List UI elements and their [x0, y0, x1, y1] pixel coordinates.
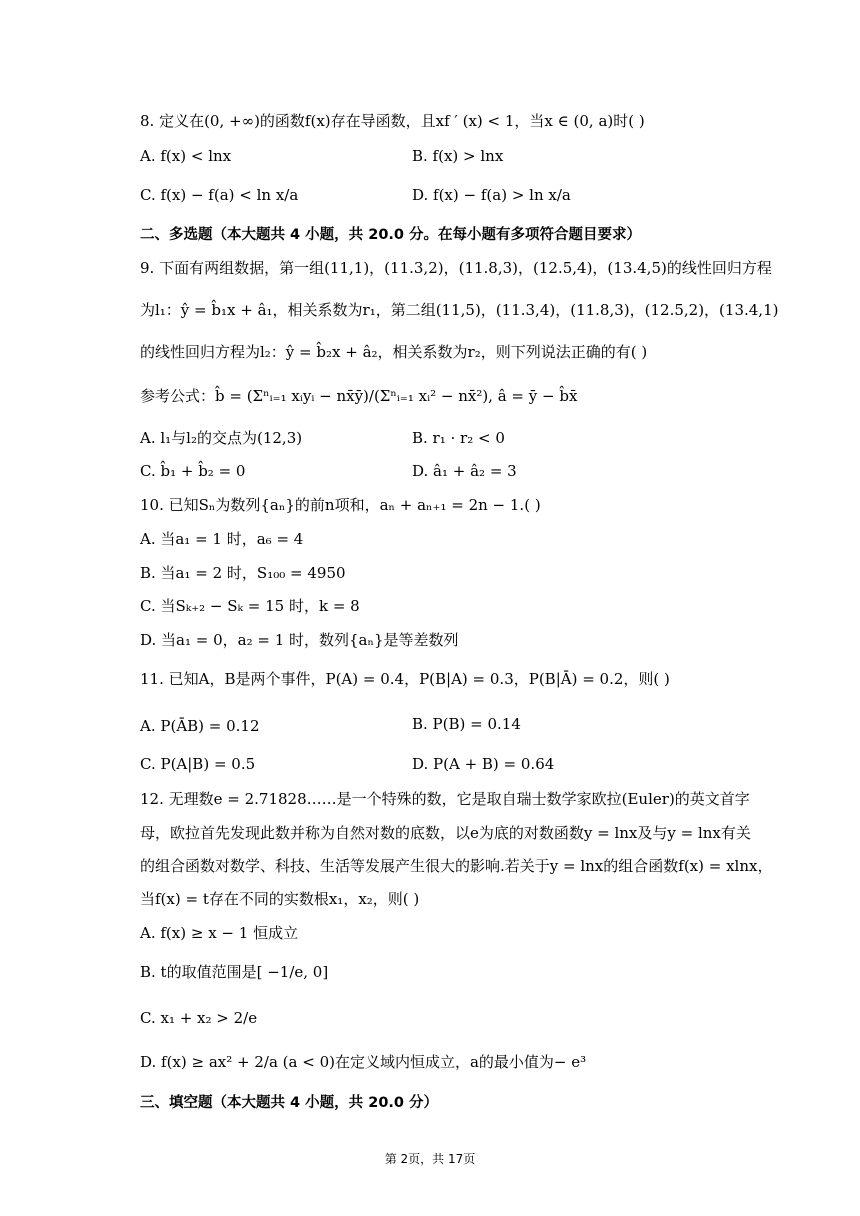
q8-option-b: B. f(x) > lnx	[412, 147, 504, 165]
q9-line-1: 9. 下面有两组数据，第一组(11,1)，(11.3,2)，(11.8,3)，(12.5,4)，(13.4,5)的线性回归方程	[140, 259, 772, 277]
q12-option-a: A. f(x) ≥ x − 1 恒成立	[140, 924, 299, 942]
q10-option-d: D. 当a₁ = 0，a₂ = 1 时，数列{aₙ}是等差数列	[140, 631, 459, 649]
q12-line-2: 母，欧拉首先发现此数并称为自然对数的底数，以e为底的对数函数y = lnx及与y = lnx有关	[140, 824, 751, 842]
q9-line-2: 为l₁：ŷ = b̂₁x + â₁，相关系数为r₁，第二组(11,5)，(11.3,4)，(11.8,3)，(12.5,2)，(13.4,1)	[140, 301, 779, 319]
q12-option-c: C. x₁ + x₂ > 2/e	[140, 1009, 258, 1027]
q10-stem: 10. 已知Sₙ为数列{aₙ}的前n项和，aₙ + aₙ₊₁ = 2n − 1.( )	[140, 496, 541, 514]
q8-option-c: C. f(x) − f(a) < ln x/a	[140, 186, 299, 204]
q11-option-c: C. P(A|B) = 0.5	[140, 755, 256, 773]
q9-option-b: B. r₁ · r₂ < 0	[412, 429, 505, 447]
q12-line-1: 12. 无理数e = 2.71828……是一个特殊的数，它是取自瑞士数学家欧拉(Euler)的英文首字	[140, 790, 750, 808]
section-fill-in-heading: 三、填空题（本大题共 4 小题，共 20.0 分）	[140, 1095, 439, 1111]
q9-formula: 参考公式：b̂ = (Σⁿᵢ₌₁ xᵢyᵢ − nx̄ȳ)/(Σⁿᵢ₌₁ xᵢ² − nx̄²), â = ȳ − b̂x̄	[140, 387, 578, 405]
q11-option-b: B. P(B) = 0.14	[412, 715, 521, 733]
q10-option-b: B. 当a₁ = 2 时，S₁₀₀ = 4950	[140, 564, 346, 582]
q11-option-d: D. P(A + B) = 0.64	[412, 755, 555, 773]
q11-option-a: A. P(ĀB) = 0.12	[140, 717, 260, 735]
page-number-footer: 第 2页，共 17页	[384, 1152, 476, 1166]
q8-stem: 8. 定义在(0, +∞)的函数f(x)存在导函数，且xf ′ (x) < 1，当x ∈ (0, a)时( )	[140, 112, 645, 130]
q8-option-a: A. f(x) < lnx	[140, 147, 232, 165]
q8-option-d: D. f(x) − f(a) > ln x/a	[412, 186, 571, 204]
q12-option-d: D. f(x) ≥ ax² + 2/a (a < 0)在定义域内恒成立，a的最小值为− e³	[140, 1053, 587, 1071]
q9-line-3: 的线性回归方程为l₂：ŷ = b̂₂x + â₂，相关系数为r₂，则下列说法正确的有( )	[140, 343, 648, 361]
q9-option-c: C. b̂₁ + b̂₂ = 0	[140, 462, 246, 480]
section-multiple-choice-heading: 二、多选题（本大题共 4 小题，共 20.0 分。在每小题有多项符合题目要求）	[140, 227, 642, 243]
q12-line-3: 的组合函数对数学、科技、生活等发展产生很大的影响.若关于y = lnx的组合函数f(x) = xlnx，	[140, 857, 773, 875]
q12-option-b: B. t的取值范围是[ −1/e, 0]	[140, 963, 329, 981]
q11-stem: 11. 已知A，B是两个事件，P(A) = 0.4，P(B|A) = 0.3，P(B|Ā) = 0.2，则( )	[140, 670, 670, 688]
q9-option-d: D. â₁ + â₂ = 3	[412, 462, 517, 480]
q10-option-a: A. 当a₁ = 1 时，a₆ = 4	[140, 530, 304, 548]
q10-option-c: C. 当Sₖ₊₂ − Sₖ = 15 时，k = 8	[140, 597, 360, 615]
q9-option-a: A. l₁与l₂的交点为(12,3)	[140, 429, 303, 447]
q12-line-4: 当f(x) = t存在不同的实数根x₁，x₂，则( )	[140, 890, 420, 908]
